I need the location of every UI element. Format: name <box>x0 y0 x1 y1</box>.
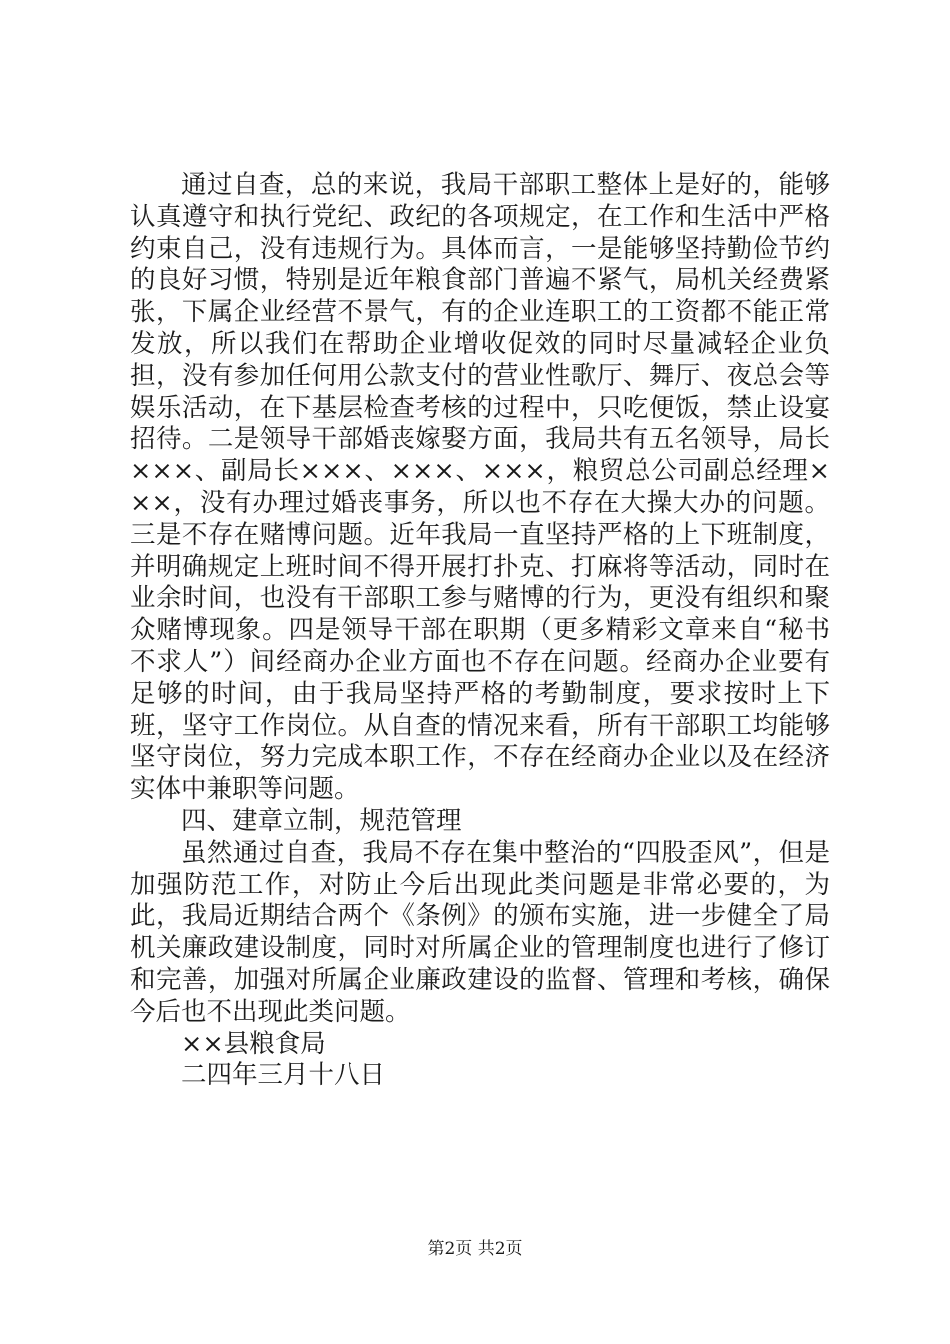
signature-organization: ××县粮食局 <box>181 1028 326 1059</box>
self-inspection-paragraph: 通过自查，总的来说，我局干部职工整体上是好的，能够认真遵守和执行党纪、政纪的各项规定，在工作和生活中严格约束自己，没有违规行为。具体而言，一是能够坚持勤俭节约的良好习惯，特别是近年粮食部门普遍不紧气，局机关经费紧张，下属企业经营不景气，有的企业连职工的工资都不能正常发放，所以我们在帮助企业增收促效的同时尽量减轻企业负担，没有参加任何用公款支付的营业性歌厅、舞厅、夜总会等娱乐活动，在下基层检查考核的过程中，只吃便饭，禁止设宴招待。二是领导干部婚丧嫁娶方面，我局共有五名领导，局长×××、副局长×××、×××、×××，粮贸总公司副总经理×××，没有办理过婚丧事务，所以也不存在大操大办的问题。三是不存在赌博问题。近年我局一直坚持严格的上下班制度，并明确规定上班时间不得开展打扑克、打麻将等活动，同时在业余时间，也没有干部职工参与赌博的行为，更没有组织和聚众赌博现象。四是领导干部在职期（更多精彩文章来自“秘书不求人”）间经商办企业方面也不存在问题。经商办企业要有足够的时间，由于我局坚持严格的考勤制度，要求按时上下班，坚守工作岗位。从自查的情况来看，所有干部职工均能够坚守岗位，努力完成本职工作，不存在经商办企业以及在经济实体中兼职等问题。 <box>130 170 830 805</box>
section-heading: 四、建章立制，规范管理 <box>181 805 462 836</box>
document-body <box>130 170 830 1092</box>
regulation-paragraph: 虽然通过自查，我局不存在集中整治的“四股歪风”，但是加强防范工作，对防止今后出现此类问题是非常必要的，为此，我局近期结合两个《条例》的颁布实施，进一步健全了局机关廉政建设制度，同时对所属企业的管理制度也进行了修订和完善，加强对所属企业廉政建设的监督、管理和考核，确保今后也不出现此类问题。 <box>130 837 830 1027</box>
signature-date: 二四年三月十八日 <box>181 1060 386 1091</box>
page-number-footer: 第2页 共2页 <box>427 1239 523 1259</box>
